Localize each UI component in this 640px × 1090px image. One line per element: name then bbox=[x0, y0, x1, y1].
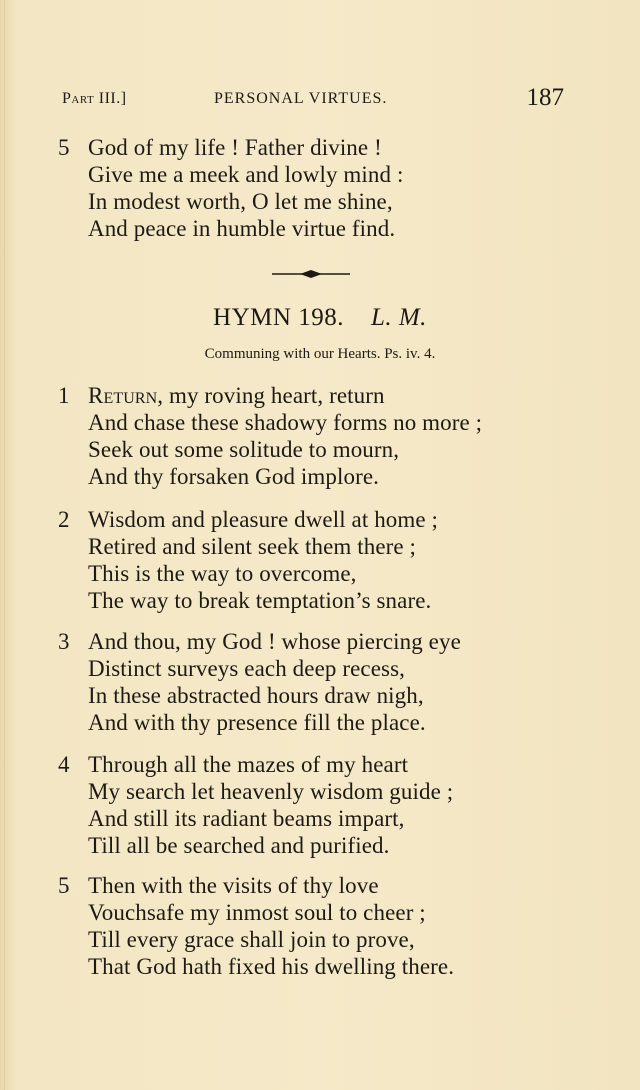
first-line-rest: , my roving heart, return bbox=[157, 383, 385, 408]
stanza-line: Wisdom and pleasure dwell at home ; bbox=[88, 507, 439, 532]
page-edge-shadow bbox=[4, 0, 5, 1090]
stanza-line: The way to break temptation’s snare. bbox=[88, 588, 432, 613]
stanza-line: Then with the visits of thy love bbox=[88, 873, 379, 898]
stanza-line: And thou, my God ! whose piercing eye bbox=[88, 629, 461, 654]
stanza-number: 5 bbox=[58, 873, 70, 898]
stanza-line: Till all be searched and purified. bbox=[88, 833, 390, 858]
stanza-number: 2 bbox=[58, 507, 70, 532]
stanza-line: Till every grace shall join to prove, bbox=[88, 927, 415, 952]
stanza-lines bbox=[88, 751, 578, 859]
stanza-line: In these abstracted hours draw nigh, bbox=[88, 683, 424, 708]
hymn-meter: L. M. bbox=[370, 304, 427, 331]
stanza-line: And peace in humble virtue find. bbox=[88, 216, 396, 241]
hymn-number: HYMN 198. bbox=[213, 304, 344, 331]
header-part: Part III.] bbox=[62, 90, 127, 107]
header-title: PERSONAL VIRTUES. bbox=[214, 90, 388, 107]
stanza-line: And with thy presence fill the place. bbox=[88, 710, 426, 735]
stanza-line: God of my life ! Father divine ! bbox=[88, 135, 382, 160]
stanza-number: 1 bbox=[58, 383, 70, 408]
stanza-line: Vouchsafe my inmost soul to cheer ; bbox=[88, 900, 426, 925]
stanza-line: This is the way to overcome, bbox=[88, 561, 357, 586]
ornamental-rule-icon bbox=[270, 264, 352, 284]
stanza-line: And chase these shadowy forms no more ; bbox=[88, 410, 483, 435]
stanza-line: Give me a meek and lowly mind : bbox=[88, 162, 404, 187]
stanza-lines bbox=[88, 134, 578, 242]
page-number: 187 bbox=[526, 84, 564, 111]
drop-word: Return bbox=[88, 383, 158, 408]
hymn-title bbox=[0, 304, 640, 332]
stanza-number: 3 bbox=[58, 629, 70, 654]
stanza-line: In modest worth, O let me shine, bbox=[88, 189, 393, 214]
stanza-line: Seek out some solitude to mourn, bbox=[88, 437, 400, 462]
stanza-lines bbox=[88, 506, 578, 614]
stanza-line: And still its radiant beams impart, bbox=[88, 806, 405, 831]
stanza-line: Retired and silent seek them there ; bbox=[88, 534, 417, 559]
stanza-number: 4 bbox=[58, 752, 70, 777]
stanza-line: That God hath fixed his dwelling there. bbox=[88, 954, 455, 979]
stanza-line: Through all the mazes of my heart bbox=[88, 752, 409, 777]
stanza-line bbox=[88, 382, 578, 409]
stanza-lines bbox=[88, 872, 578, 980]
running-header bbox=[62, 84, 564, 116]
hymn-subtitle: Communing with our Hearts. Ps. iv. 4. bbox=[204, 346, 436, 362]
stanza-line: And thy forsaken God implore. bbox=[88, 464, 379, 489]
stanza-number: 5 bbox=[58, 135, 70, 160]
stanza-lines bbox=[88, 628, 578, 736]
stanza-lines bbox=[88, 382, 578, 490]
stanza-line: Distinct surveys each deep recess, bbox=[88, 656, 405, 681]
stanza-line: My search let heavenly wisdom guide ; bbox=[88, 779, 454, 804]
